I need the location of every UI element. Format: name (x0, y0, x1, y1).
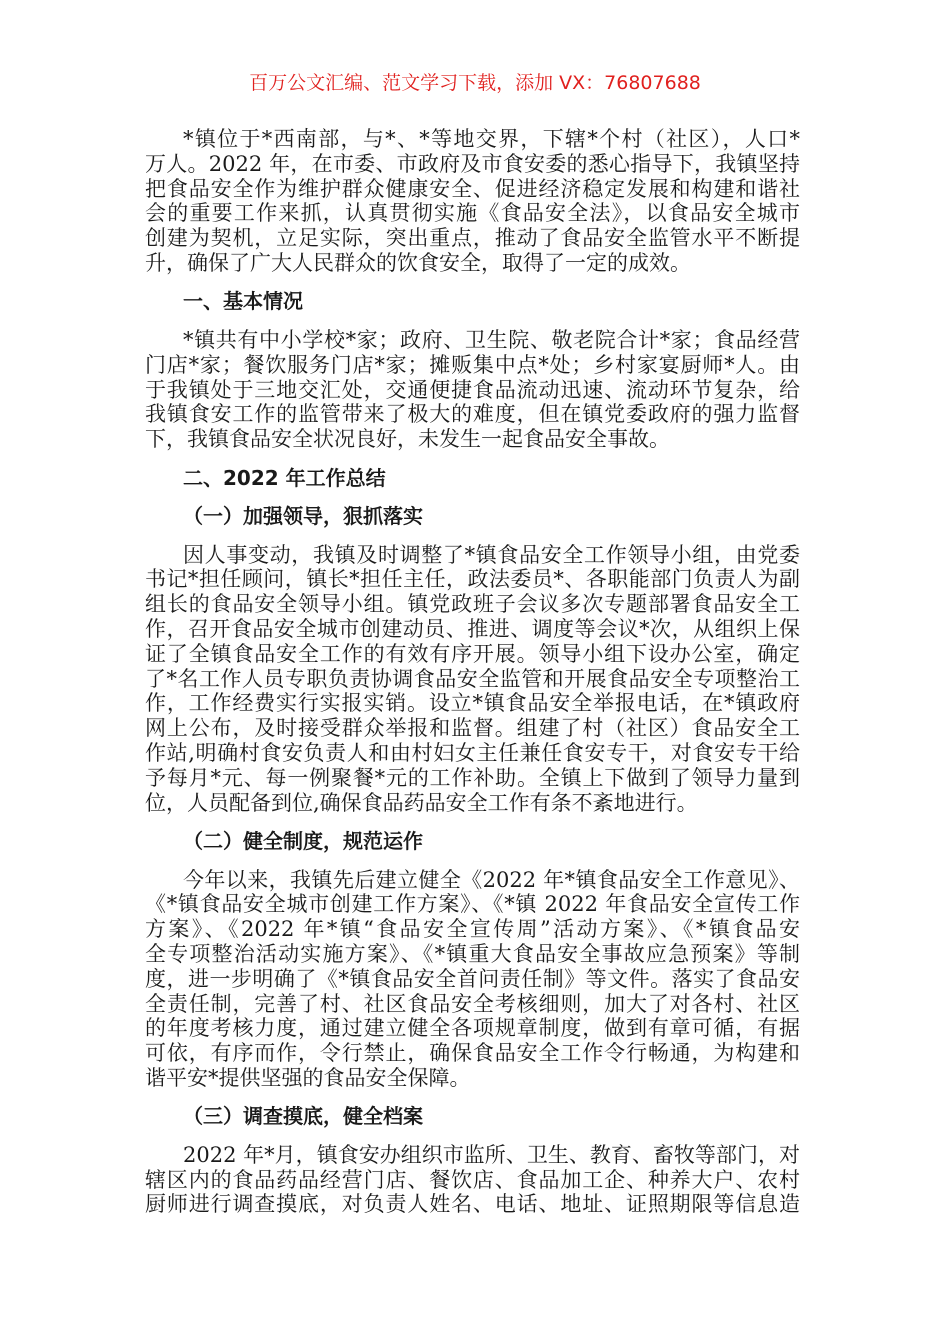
text-line: 门店*家；餐饮服务门店*家；摊贩集中点*处；乡村家宴厨师*人。由 (145, 352, 800, 377)
text-line: 厨师进行调查摸底，对负责人姓名、电话、地址、证照期限等信息造 (145, 1192, 800, 1217)
text-line: 下，我镇食品安全状况良好，未发生一起食品安全事故。 (145, 427, 670, 452)
text-line: 辖区内的食品药品经营门店、餐饮店、食品加工企、种养大户、农村 (145, 1167, 800, 1192)
paragraph (145, 328, 800, 452)
text-line: 会的重要工作来抓，认真贯彻实施《食品安全法》，以食品安全城市 (145, 201, 800, 226)
text-line: 的年度考核力度，通过建立健全各项规章制度，做到有章可循，有据 (145, 1016, 800, 1041)
text-line: 把食品安全作为维护群众健康安全、促进经济稳定发展和构建和谐社 (145, 176, 800, 201)
text-line: 《*镇食品安全城市创建工作方案》、《*镇 2022 年食品安全宣传工作 (145, 892, 800, 917)
paragraph (145, 1143, 800, 1217)
text-line: 予每月*元、每一例聚餐*元的工作补助。全镇上下做到了领导力量到 (145, 765, 800, 790)
text-line: 方案》、《2022 年*镇“食品安全宣传周”活动方案》、《*镇食品安 (145, 917, 800, 942)
text-line: *镇位于*西南部，与*、*等地交界，下辖*个村（社区），人口* (183, 127, 800, 151)
text-line: 证了全镇食品安全工作的有效有序开展。领导小组下设办公室，确定 (145, 641, 800, 666)
section-heading: （三）调查摸底，健全档案 (183, 1104, 423, 1129)
section-heading: 二、2022 年工作总结 (183, 465, 386, 490)
text-line: 2022 年*月，镇食安办组织市监所、卫生、教育、畜牧等部门，对 (183, 1142, 800, 1167)
section-heading: 一、基本情况 (183, 289, 303, 314)
section-heading: （二）健全制度，规范运作 (183, 829, 423, 854)
text-line: 作，召开食品安全城市创建动员、推进、调度等会议*次，从组织上保 (145, 616, 800, 641)
text-line: 我镇食安工作的监管带来了极大的难度，但在镇党委政府的强力监督 (145, 402, 800, 427)
text-line: 可依，有序而作，令行禁止，确保食品安全工作令行畅通，为构建和 (145, 1041, 800, 1066)
text-line: 组长的食品安全领导小组。镇党政班子会议多次专题部署食品安全工 (145, 592, 800, 617)
paragraph (145, 127, 800, 276)
text-line: 书记*担任顾问，镇长*担任主任，政法委员*、各职能部门负责人为副 (145, 567, 800, 592)
text-line: 于我镇处于三地交汇处，交通便捷食品流动迅速、流动环节复杂，给 (145, 377, 800, 402)
text-line: 度，进一步明确了《*镇食品安全首问责任制》等文件。落实了食品安 (145, 966, 800, 991)
text-line: 全专项整治活动实施方案》、《*镇重大食品安全事故应急预案》等制 (145, 941, 800, 966)
paragraph (145, 543, 800, 816)
text-line: 万人。2022 年，在市委、市政府及市食安委的悉心指导下，我镇坚持 (145, 151, 800, 176)
text-line: 谐平安*提供坚强的食品安全保障。 (145, 1065, 471, 1090)
text-line: 了*名工作人员专职负责协调食品安全监管和开展食品安全专项整治工 (145, 666, 800, 691)
text-line: 今年以来，我镇先后建立健全《2022 年*镇食品安全工作意见》、 (183, 867, 800, 892)
text-line: 升，确保了广大人民群众的饮食安全，取得了一定的成效。 (145, 250, 691, 275)
text-line: 全责任制，完善了村、社区食品安全考核细则，加大了对各村、社区 (145, 991, 800, 1016)
text-line: 网上公布，及时接受群众举报和监督。组建了村（社区）食品安全工 (145, 716, 800, 741)
text-line: 作站,明确村食安负责人和由村妇女主任兼任食安专干，对食安专干给 (145, 740, 800, 765)
text-line: 作，工作经费实行实报实销。设立*镇食品安全举报电话，在*镇政府 (145, 691, 800, 716)
text-line: 位，人员配备到位,确保食品药品安全工作有条不紊地进行。 (145, 790, 698, 815)
watermark-banner: 百万公文汇编、范文学习下载，添加 VX：76807688 (249, 72, 701, 94)
document-body (145, 127, 800, 1231)
section-heading: （一）加强领导，狠抓落实 (183, 504, 423, 529)
text-line: 创建为契机，立足实际，突出重点，推动了食品安全监管水平不断提 (145, 226, 800, 251)
text-line: *镇共有中小学校*家；政府、卫生院、敬老院合计*家；食品经营 (183, 327, 800, 352)
paragraph (145, 868, 800, 1091)
text-line: 因人事变动，我镇及时调整了*镇食品安全工作领导小组，由党委 (183, 542, 800, 567)
